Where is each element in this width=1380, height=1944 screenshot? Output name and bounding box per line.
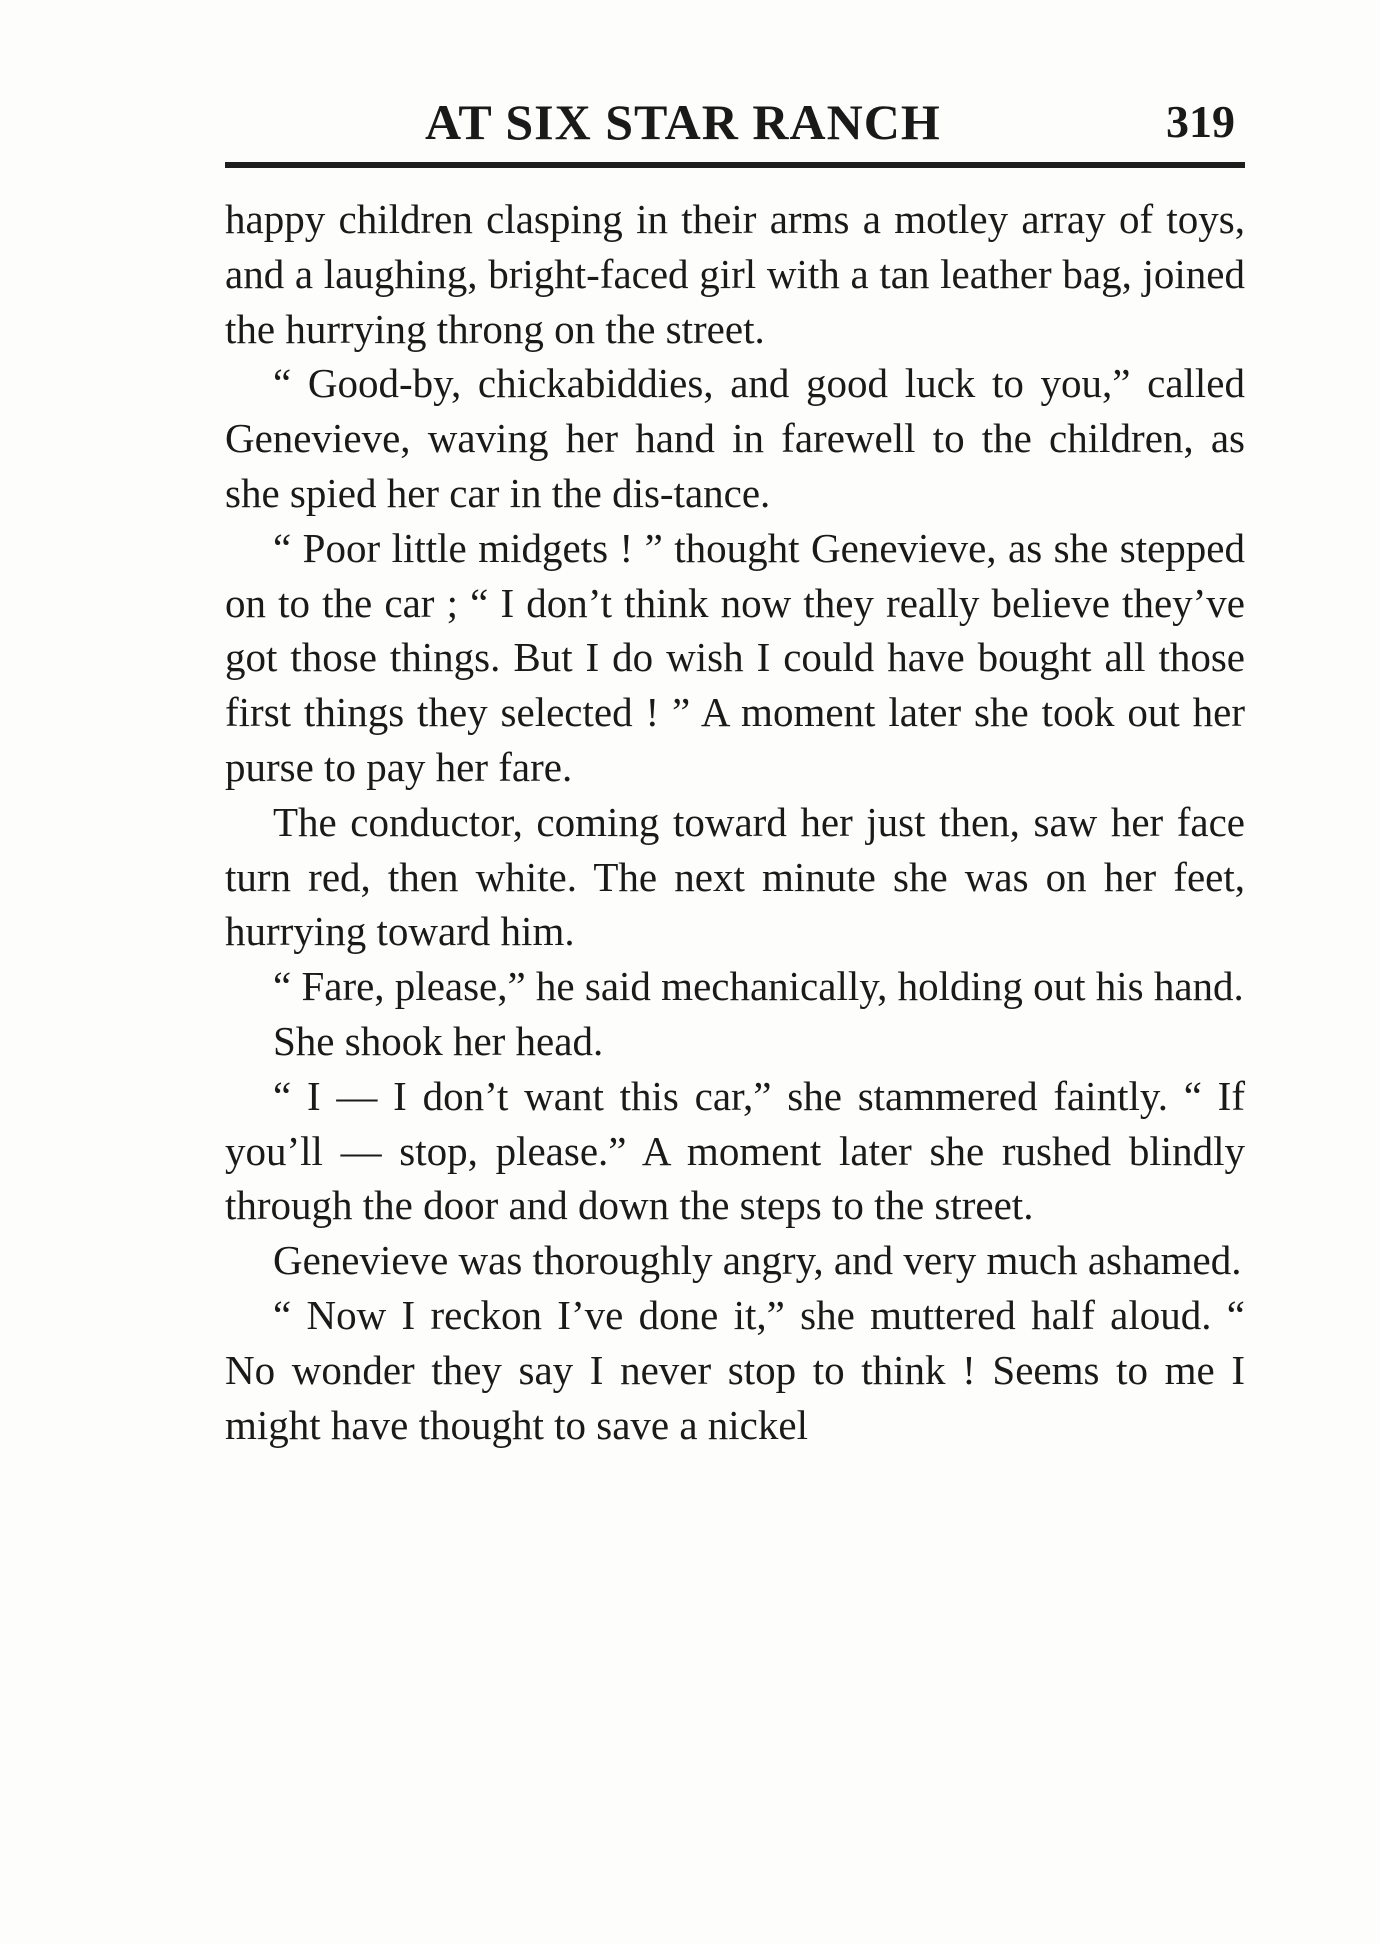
header-rule (225, 162, 1245, 168)
paragraph-5: “ Fare, please,” he said mechanically, holding out his hand. (273, 963, 1244, 1010)
body-text (225, 192, 1245, 1452)
page-header (225, 92, 1245, 152)
paragraph-1: happy children clasping in their arms a motley array of toys, and a laughing, bright-faced girl with a tan leather bag, joined the hurrying throng on the street. (225, 196, 1245, 352)
paragraph-3: “ Poor little midgets ! ” thought Genevieve, as she stepped on to the car ; “ I don’t think now they really believe they’ve got those things. But I do wish I could have bought all those first things they selected ! ” A moment later she took out her purse to pay her fare. (225, 524, 1245, 790)
page-number: 319 (1166, 96, 1235, 147)
paragraph-6: She shook her head. (273, 1017, 604, 1064)
running-title: AT SIX STAR RANCH (425, 94, 941, 150)
paragraph-2: “ Good-by, chickabiddies, and good luck to you,” called Genevieve, waving her hand in farewell to the children, as she spied her car in the dis-tance. (225, 360, 1245, 516)
paragraph-8: Genevieve was thoroughly angry, and very much ashamed. (273, 1237, 1242, 1284)
paragraph-9: “ Now I reckon I’ve done it,” she muttered half aloud. “ No wonder they say I never stop to think ! Seems to me I might have thought to save a nickel (225, 1291, 1245, 1448)
paragraph-4: The conductor, coming toward her just then, saw her face turn red, then white. The next minute she was on her feet, hurrying toward him. (225, 798, 1245, 955)
paragraph-7: “ I — I don’t want this car,” she stammered faintly. “ If you’ll — stop, please.” A moment later she rushed blindly through the door and down the steps to the street. (225, 1072, 1245, 1229)
